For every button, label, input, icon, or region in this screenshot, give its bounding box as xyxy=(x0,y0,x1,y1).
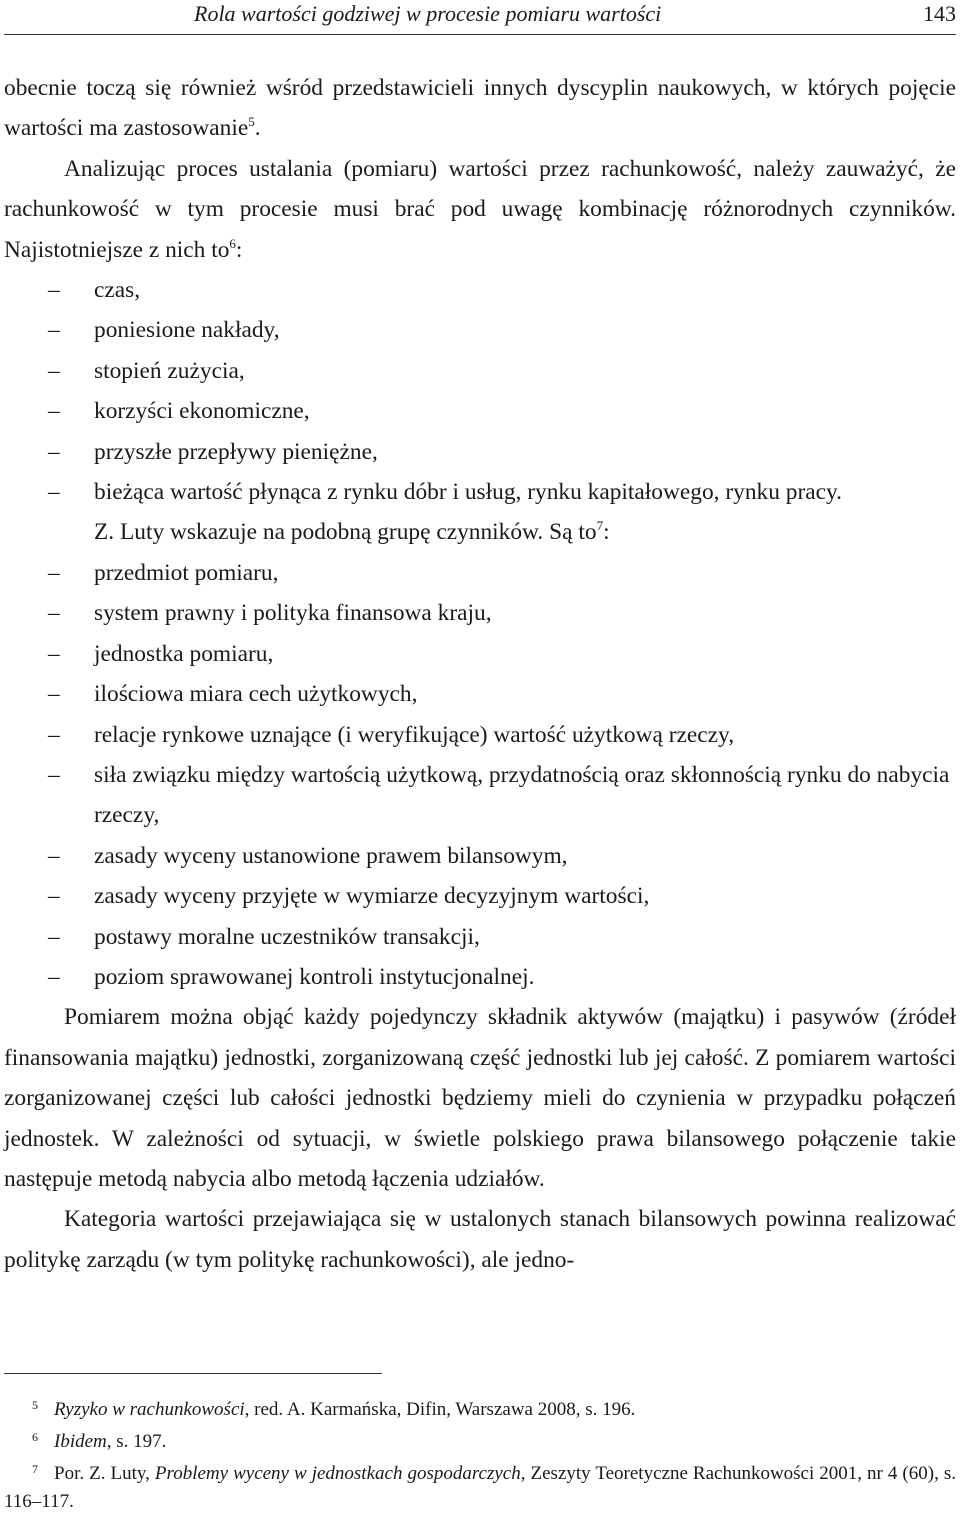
paragraph-1 xyxy=(4,68,956,149)
list-item xyxy=(4,391,956,431)
footnote-5 xyxy=(4,1396,956,1424)
dash-marker: – xyxy=(48,357,60,384)
main-text xyxy=(4,68,956,1280)
list-item-text: zasady wyceny ustanowione prawem bilansowym, xyxy=(94,842,568,869)
footnote-ref-6[interactable]: 6 xyxy=(229,235,236,251)
footnote-number: 5 xyxy=(32,1398,38,1412)
dash-marker: – xyxy=(48,438,60,465)
paragraph-2-end: : xyxy=(235,236,243,263)
footnote-number: 6 xyxy=(32,1430,38,1444)
footnote-title: Ibidem xyxy=(54,1431,107,1452)
footnote-title: Problemy wyceny w jednostkach gospodarczych xyxy=(154,1463,521,1484)
footnote-text: , red. A. Karmańska, Difin, Warszawa 2008, s. 196. xyxy=(244,1399,636,1420)
dash-marker: – xyxy=(48,721,60,748)
footnote-title: Ryzyko w rachunkowości xyxy=(54,1399,245,1420)
list-item-text: ilościowa miara cech użytkowych, xyxy=(94,681,418,708)
list-item xyxy=(4,593,956,633)
list-item xyxy=(4,715,956,755)
paragraph-4: Pomiarem można objąć każdy pojedynczy składnik aktywów (majątku) i pasywów (źródeł finansowania majątku) jednostki, zorganizowaną część jednostki lub jej całość. Z pomiarem wartości zorganizowanej części lub całości jednostki będziemy mieli do czynienia w przypadku połączeń jednostek. W zależności od sytuacji, w świetle polskiego prawa bilansowego połączenie takie następuje metodą nabycia albo metodą łączenia udziałów. xyxy=(4,1004,956,1192)
paragraph-2 xyxy=(4,149,956,270)
dash-marker: – xyxy=(48,923,60,950)
list-item-text: stopień zużycia, xyxy=(94,357,245,384)
dash-marker: – xyxy=(48,883,60,910)
list-item-text: bieżąca wartość płynąca z rynku dóbr i usług, rynku kapitałowego, rynku pracy. xyxy=(94,479,843,506)
list-item xyxy=(4,917,956,957)
dash-marker: – xyxy=(48,842,60,869)
list-item-text: jednostka pomiaru, xyxy=(94,640,274,667)
list-item xyxy=(4,876,956,916)
list-item-text: przyszłe przepływy pieniężne, xyxy=(94,438,378,465)
footnote-prefix: Por. Z. Luty, xyxy=(54,1463,155,1484)
list-item xyxy=(4,634,956,674)
footnotes xyxy=(4,1396,956,1520)
factor-list-1 xyxy=(4,270,956,512)
dash-marker: – xyxy=(48,479,60,506)
list-item xyxy=(4,270,956,310)
paragraph-2-text: Analizując proces ustalania (pomiaru) wartości przez rachunkowość, należy zauważyć, że rachunkowość w tym procesie musi brać pod uwagę kombinację różnorodnych czynników. Najistotniejsze z nich to xyxy=(4,155,956,263)
footnote-ref-7[interactable]: 7 xyxy=(596,518,604,534)
dash-marker: – xyxy=(48,600,60,627)
dash-marker: – xyxy=(48,317,60,344)
footnote-7 xyxy=(4,1460,956,1516)
list-item xyxy=(4,472,956,512)
list-item xyxy=(4,310,956,350)
list-item-text: postawy moralne uczestników transakcji, xyxy=(94,923,480,950)
page-number: 143 xyxy=(923,1,956,26)
paragraph-3-end: : xyxy=(603,519,610,546)
running-title: Rola wartości godziwej w procesie pomiaru wartości xyxy=(194,1,662,26)
dash-marker: – xyxy=(48,277,60,304)
list-item xyxy=(4,432,956,472)
dash-marker: – xyxy=(48,640,60,667)
dash-marker: – xyxy=(48,963,60,990)
list-item-text: zasady wyceny przyjęte w wymiarze decyzyjnym wartości, xyxy=(94,883,650,910)
dash-marker: – xyxy=(48,681,60,708)
footnote-number: 7 xyxy=(32,1462,38,1476)
list-item xyxy=(4,957,956,997)
list-item-text: siła związku między wartością użytkową, przydatnością oraz skłonnością rynku do nabycia rzeczy, xyxy=(94,761,950,829)
paragraph-1-end: . xyxy=(254,115,261,142)
list-item-text: przedmiot pomiaru, xyxy=(94,559,279,586)
factor-list-2 xyxy=(4,553,956,997)
paragraph-3 xyxy=(4,512,956,552)
dash-marker: – xyxy=(48,559,60,586)
footnote-text: , Zeszyty Teoretyczne Rachunkowości 2001, nr 4 (60), s. 116–117. xyxy=(4,1463,956,1512)
list-item-text: relacje rynkowe uznające (i weryfikujące) wartość użytkową rzeczy, xyxy=(94,721,735,748)
list-item xyxy=(4,755,956,836)
paragraph-5: Kategoria wartości przejawiająca się w ustalonych stanach bilansowych powinna realizować politykę zarządu (w tym politykę rachunkowości), ale jedno- xyxy=(4,1206,956,1273)
dash-marker: – xyxy=(48,761,60,788)
list-item xyxy=(4,674,956,714)
footnote-6 xyxy=(4,1428,956,1456)
list-item xyxy=(4,553,956,593)
dash-marker: – xyxy=(48,398,60,425)
paragraph-3-text: Z. Luty wskazuje na podobną grupę czynników. Są to xyxy=(94,519,597,546)
list-item-text: poziom sprawowanej kontroli instytucjonalnej. xyxy=(94,963,535,990)
list-item-text: korzyści ekonomiczne, xyxy=(94,398,310,425)
running-header xyxy=(4,0,956,35)
list-item-text: czas, xyxy=(94,277,141,304)
list-item xyxy=(4,836,956,876)
list-item-text: system prawny i polityka finansowa kraju, xyxy=(94,600,492,627)
footnote-separator xyxy=(4,1373,382,1374)
footnote-ref-5[interactable]: 5 xyxy=(248,114,255,130)
footnote-text: , s. 197. xyxy=(106,1431,167,1452)
list-item xyxy=(4,351,956,391)
list-item-text: poniesione nakłady, xyxy=(94,317,280,344)
paragraph-1-text: obecnie toczą się również wśród przedstawicieli innych dyscyplin naukowych, w których pojęcie wartości ma zastosowanie xyxy=(4,75,956,142)
